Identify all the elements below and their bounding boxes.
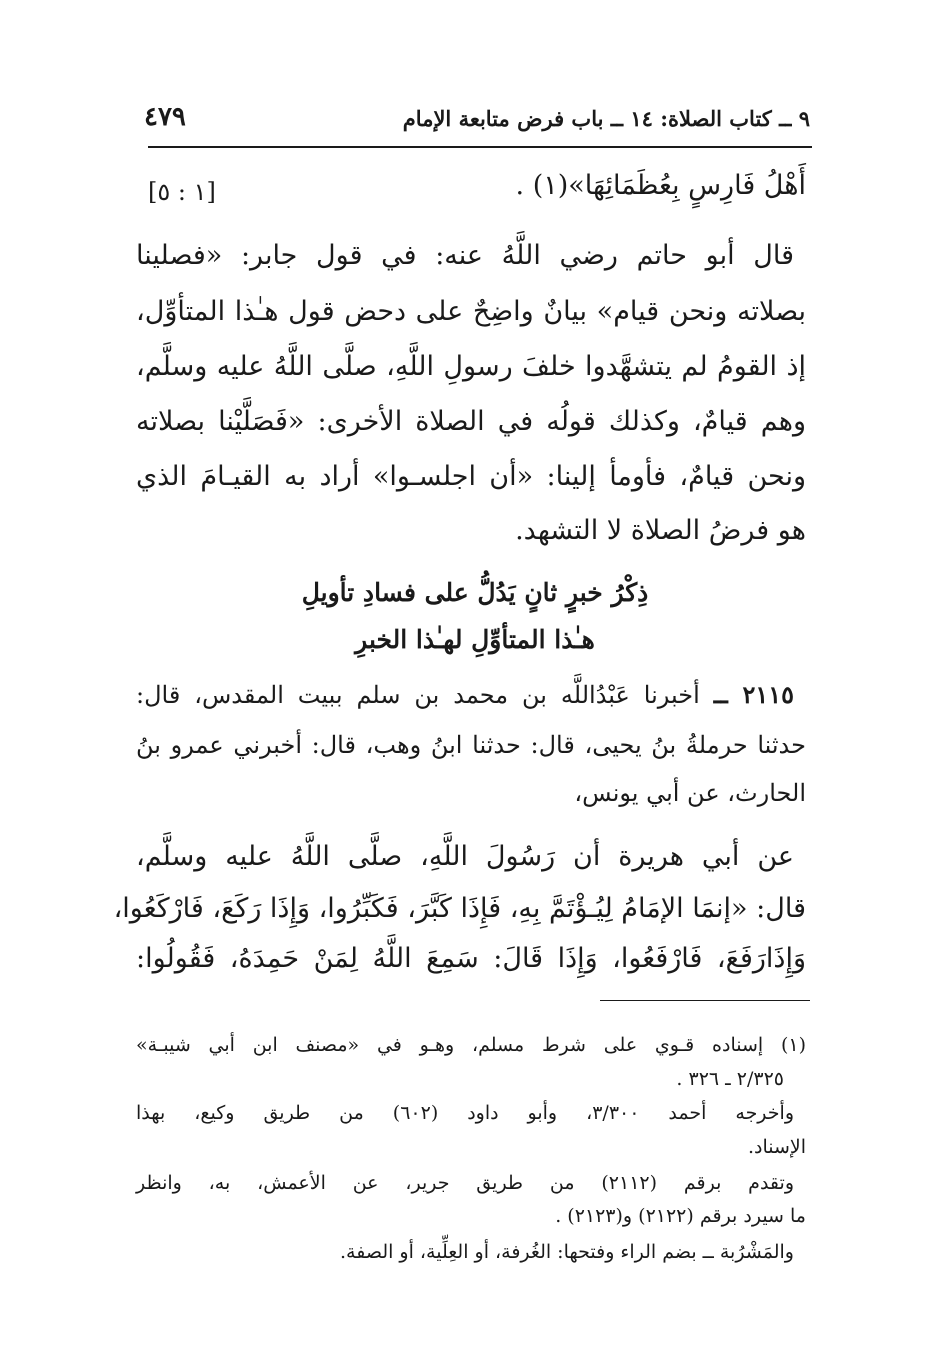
isnad-line: [136, 680, 794, 709]
hadith-number: ٢١١٥ ــ: [713, 680, 794, 709]
commentary-line: بصلاته ونحن قيام» بيانٌ واضِحٌ على دحض قول هـٰذا المتأوِّل،: [136, 296, 807, 327]
footnote-line: ٢/٣٢٥ ـ ٣٢٦ .: [676, 1068, 784, 1090]
continuation-line: أَهْلُ فَارِسٍ بِعُظَمَائِهَا»(١) .: [515, 170, 806, 201]
footnote-line: وأخرجه أحمد ٣/٣٠٠، وأبو داود (٦٠٢) من طريق وكيع، بهذا: [136, 1102, 794, 1124]
isnad-text: أخبرنا عَبْدُاللَّه بن محمد بن سلم ببيت المقدس، قال:: [136, 681, 700, 709]
isnad-line: حدثنا حرملةُ بنُ يحيى، قال: حدثنا ابنُ وهب، قال: أخبرني عمرو بنُ: [136, 731, 806, 759]
reference-marker: [١ : ٥]: [148, 178, 216, 206]
commentary-line: ونحن قيامٌ، فأومأ إلينا: «أن اجلسـوا» أراد به القيـامَ الذي: [136, 461, 806, 492]
isnad-line: الحارث، عن أبي يونس،: [574, 779, 806, 807]
footnote-line: (١) إسناده قـوي على شرط مسلم، وهـو في «مصنف ابن أبي شيبـة»: [136, 1034, 806, 1056]
commentary-line: وهم قيامٌ، وكذلك قولُه في الصلاة الأخرى: «فَصَلَّيْنا بصلاته: [136, 406, 806, 437]
commentary-line: قال أبو حاتم رضي اللَّهُ عنه: في قول جابر: «فصلينا: [136, 240, 794, 271]
header-divider: [148, 146, 812, 148]
running-header: [140, 100, 810, 144]
chapter-title: ٩ ــ كتاب الصلاة: ١٤ ــ باب فرض متابعة الإمام: [402, 106, 810, 131]
commentary-line: هو فرضُ الصلاة لا التشهد.: [515, 515, 806, 546]
section-heading-line-1: ذِكْرُ خبرٍ ثانٍ يَدُلُّ على فسادِ تأويلِ: [301, 578, 649, 607]
footnote-line: الإسناد.: [747, 1136, 806, 1158]
footnote-line: ما سيرد برقم (٢١٢٢) و(٢١٢٣) .: [555, 1205, 806, 1227]
matn-line: عن أبي هريرة أن رَسُولَ اللَّهِ، صلَّى اللَّهُ عليه وسلَّم،: [136, 841, 794, 872]
matn-line: قال: «إنمَا الإمَامُ لِيُـؤْتَمَّ بِهِ، فَإِذَا كَبَّرَ، فَكَبِّرُوا، وَإِذَا رَكَعَ، فَارْكَعُوا،: [113, 893, 806, 924]
section-heading-line-2: هـٰذا المتأوِّلِ لهـٰذا الخبرِ: [355, 625, 595, 654]
footnote-line: وتقدم برقم (٢١١٢) من طريق جرير، عن الأعمش، به، وانظر: [136, 1172, 794, 1194]
page-number: ٤٧٩: [144, 102, 186, 132]
matn-line: وَإِذَارَفَعَ، فَارْفَعُوا، وَإِذَا قَالَ: سَمِعَ اللَّهُ لِمَنْ حَمِدَهُ، فَقُولُوا:: [136, 943, 806, 974]
footnote-line: والمَشْرُبة ــ بضم الراء وفتحها: الغُرفة، أو العِلِّية، أو الصفة.: [340, 1241, 794, 1263]
commentary-line: إذ القومُ لم يتشهَّدوا خلفَ رسولِ اللَّهِ، صلَّى اللَّهُ عليه وسلَّم،: [136, 351, 806, 382]
footnote-divider: [600, 1000, 810, 1001]
